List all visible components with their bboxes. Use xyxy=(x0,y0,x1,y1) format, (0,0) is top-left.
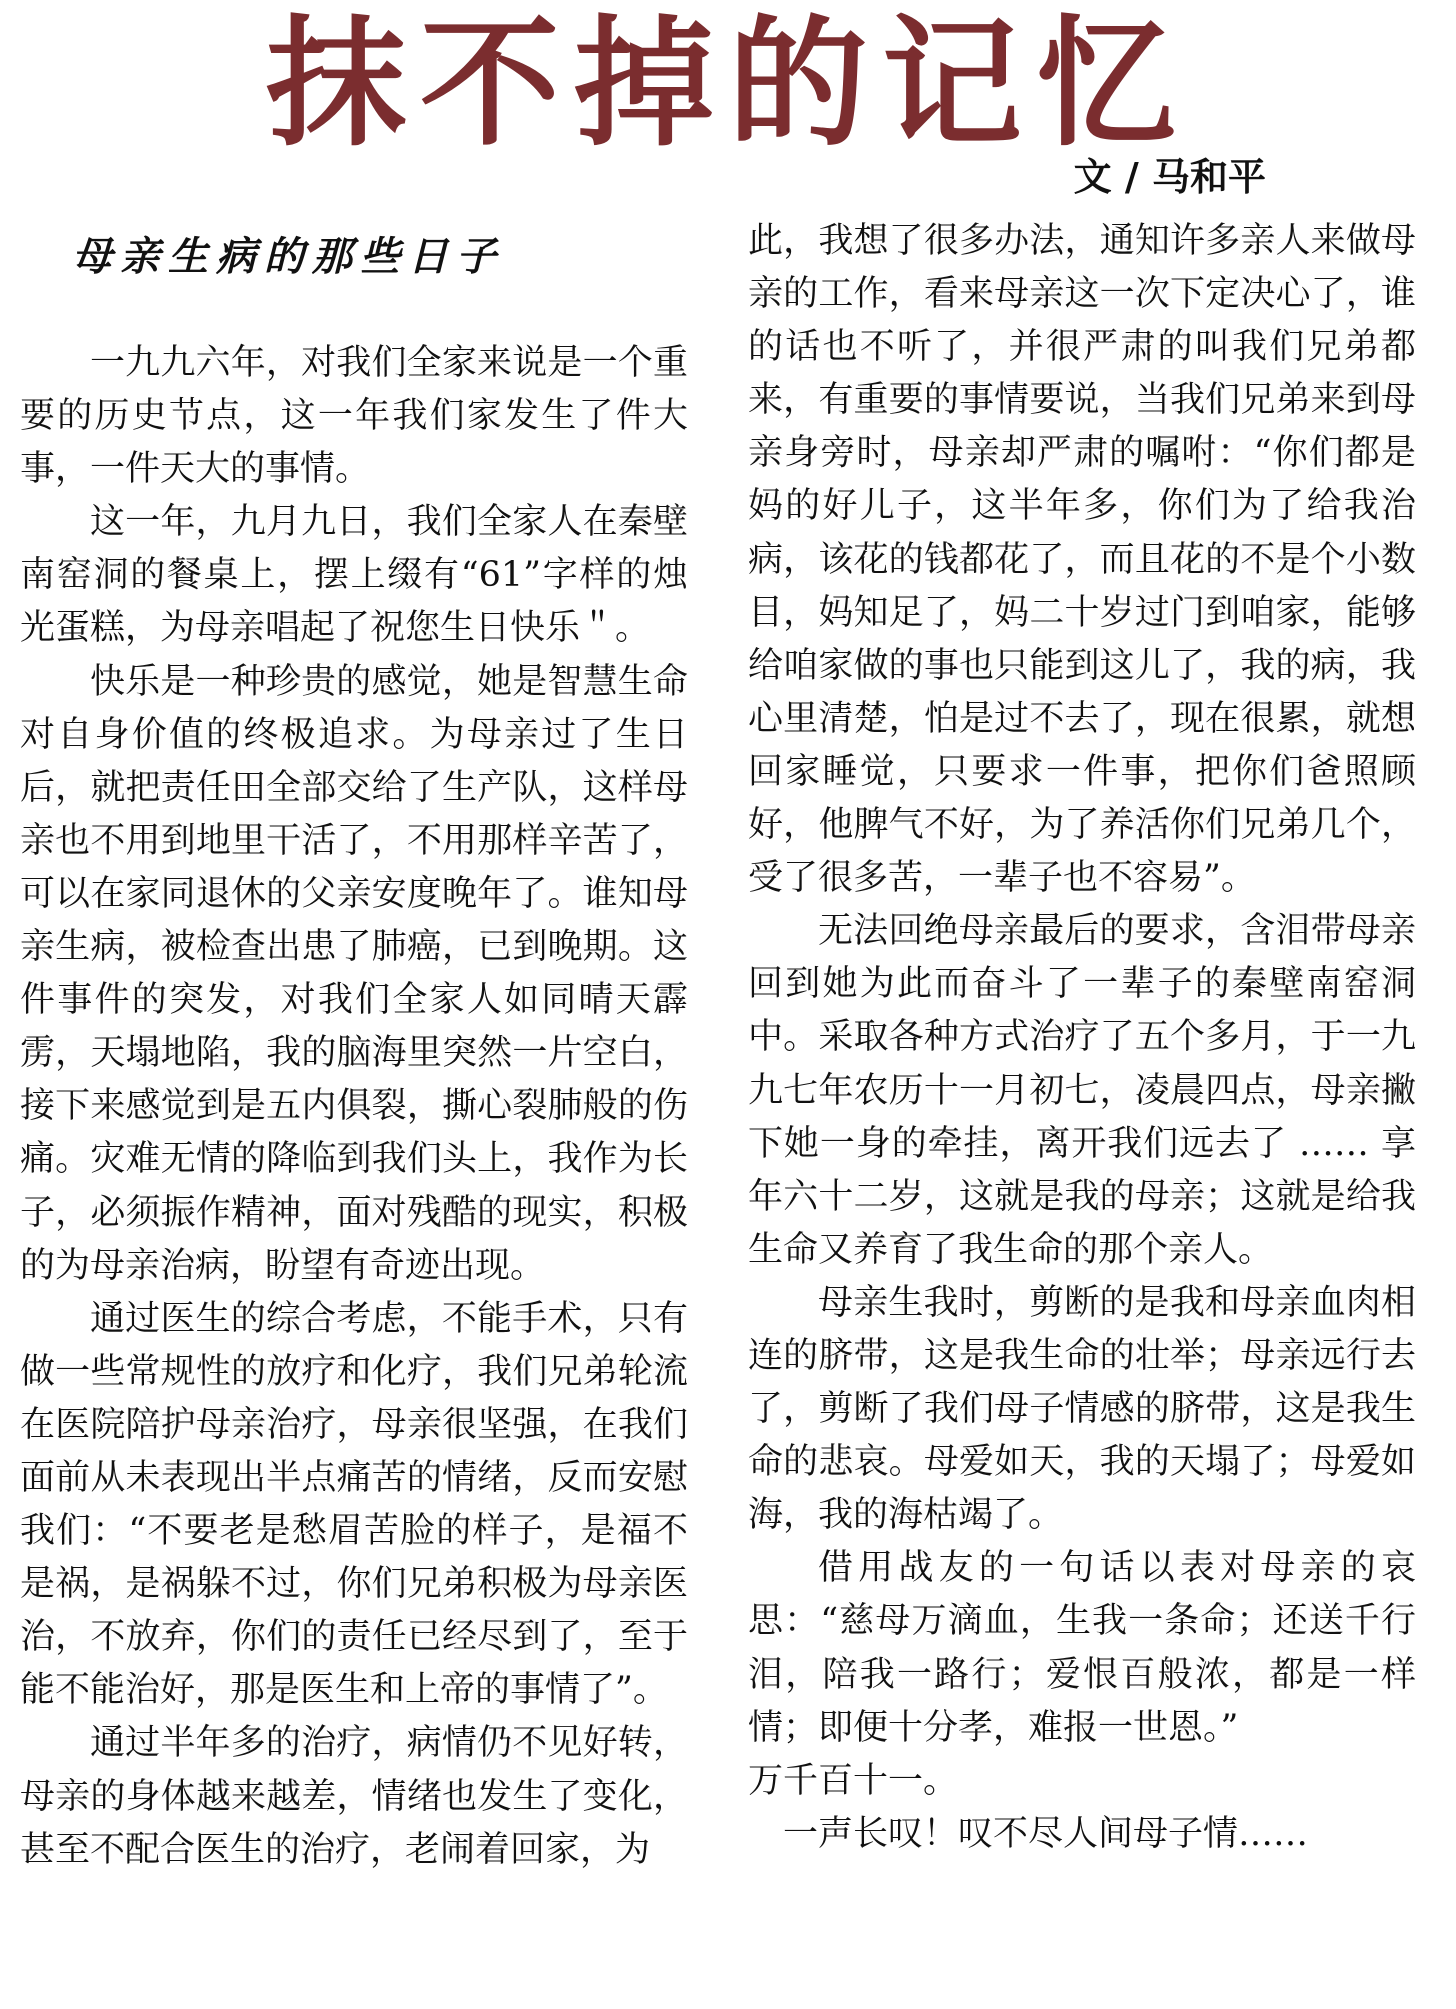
section-subtitle: 母亲生病的那些日子 xyxy=(72,233,504,280)
paragraph: 万千百十一。 xyxy=(748,1760,959,1801)
paragraph: 快乐是一种珍贵的感觉，她是智慧生命对自身价值的终极追求。为母亲过了生日后，就把责任田全部交给了生产队，这样母亲也不用到地里干活了，不用那样辛苦了，可以在家同退休的父亲安度晚年了。谁知母亲生病，被检查出患了肺癌，已到晚期。这件事件的突发，对我们全家人如同晴天霹雳，天塌地陷，我的脑海里突然一片空白，接下来感觉到是五内俱裂，撕心裂肺般的伤痛。灾难无情的降临到我们头上，我作为长子，必须振作精神，面对残酷的现实，积极的为母亲治病，盼望有奇迹出现。 xyxy=(20,661,688,1286)
article-title: 抹不掉的记忆 xyxy=(265,3,1190,166)
subtitle-spacer xyxy=(20,287,688,337)
left-column xyxy=(20,215,688,1877)
paragraph: 一九九六年，对我们全家来说是一个重要的历史节点，这一年我们家发生了件大事，一件天大的事情。 xyxy=(20,343,688,490)
quote-paragraph: 借用战友的一句话以表对母亲的哀思：“慈母万滴血，生我一条命；还送千行泪，陪我一路行；爱恨百般浓，都是一样情；即便十分孝，难报一世恩。” xyxy=(748,1548,1416,1748)
paragraph: 这一年，九月九日，我们全家人在秦壁南窑洞的餐桌上，摆上缀有“61”字样的烛光蛋糕，为母亲唱起了祝您生日快乐＂。 xyxy=(20,502,688,649)
byline: 文 / 马和平 xyxy=(1073,155,1266,199)
paragraph-continued: 此，我想了很多办法，通知许多亲人来做母亲的工作，看来母亲这一次下定决心了，谁的话也不听了，并很严肃的叫我们兄弟都来，有重要的事情要说，当我们兄弟来到母亲身旁时，母亲却严肃的嘱咐：“你们都是妈的好儿子，这半年多，你们为了给我治病，该花的钱都花了，而且花的不是个小数目，妈知足了，妈二十岁过门到咱家，能够给咱家做的事也只能到这儿了，我的病，我心里清楚，怕是过不去了，现在很累，就想回家睡觉，只要求一件事，把你们爸照顾好，他脾气不好，为了养活你们兄弟几个，受了很多苦，一辈子也不容易”。 xyxy=(748,221,1416,899)
closing-paragraph: 一声长叹！叹不尽人间母子情…… xyxy=(783,1813,1309,1854)
paragraph: 无法回绝母亲最后的要求，含泪带母亲回到她为此而奋斗了一辈子的秦壁南窑洞中。采取各种方式治疗了五个多月，于一九九七年农历十一月初七，凌晨四点，母亲撇下她一身的牵挂，离开我们远去了 …… 享年六十二岁，这就是我的母亲；这就是给我生命又养育了我生命的那个亲人。 xyxy=(748,911,1416,1270)
paragraph: 母亲生我时，剪断的是我和母亲血肉相连的脐带，这是我生命的壮举；母亲远行去了，剪断了我们母子情感的脐带，这是我生命的悲哀。母爱如天，我的天塌了；母爱如海，我的海枯竭了。 xyxy=(748,1282,1416,1536)
right-column xyxy=(748,215,1416,1861)
paragraph: 通过半年多的治疗，病情仍不见好转，母亲的身体越来越差，情绪也发生了变化，甚至不配合医生的治疗，老闹着回家，为 xyxy=(20,1723,688,1870)
paragraph: 通过医生的综合考虑，不能手术，只有做一些常规性的放疗和化疗，我们兄弟轮流在医院陪护母亲治疗，母亲很坚强，在我们面前从未表现出半点痛苦的情绪，反而安慰我们：“不要老是愁眉苦脸的样子，是福不是祸，是祸躲不过，你们兄弟积极为母亲医治，不放弃，你们的责任已经尽到了，至于能不能治好，那是医生和上帝的事情了”。 xyxy=(20,1298,688,1711)
